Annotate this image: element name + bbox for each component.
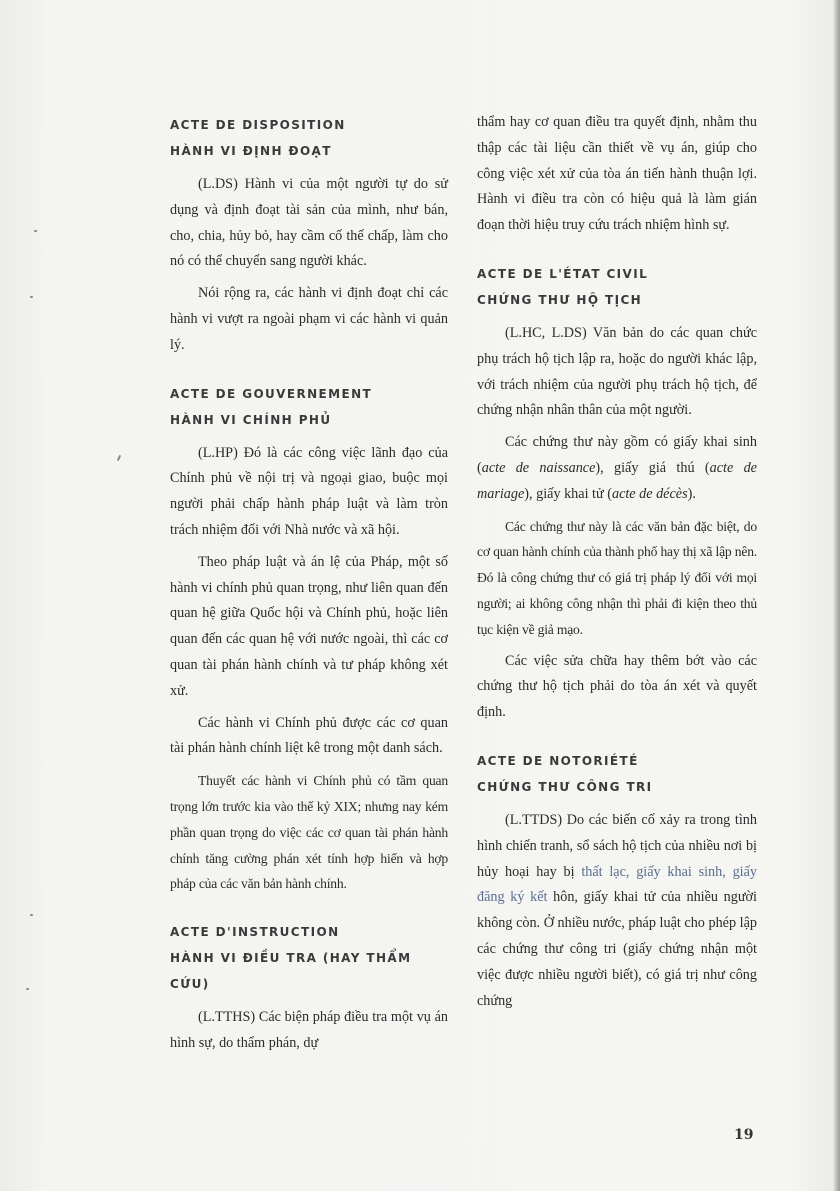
paragraph: (L.HP) Đó là các công việc lãnh đạo của Chính phủ về nội trị và ngoại giao, buộc mọi người phải chấp hành pháp luật và làm tròn trách nhiệm đối với Nhà nước và xã hội. [170, 444, 448, 538]
paragraph: Các chứng thư này là các văn bản đặc biệt, do cơ quan hành chính của thành phố hay thị xã lập nên. Đó là công chứng thư có giá trị pháp lý đối với mọi người; ai không công nhận thì phải đi kiện theo thủ tục kiện về giả mạo. [477, 518, 757, 637]
paragraph: Thuyết các hành vi Chính phủ có tầm quan trọng lớn trước kia vào thế kỷ XIX; nhưng nay kém phần quan trọng do việc các cơ quan tài phán hành chính tăng cường phán xét tính hợp hiến và hợp pháp của các văn bản hành chính. [170, 773, 448, 892]
text-run: Các chứng thư này gồm có giấy khai sinh ( [477, 434, 757, 476]
entry-heading-french: ACTE D'INSTRUCTION [170, 925, 340, 940]
faded-text-run: thất lạc, giấy khai sinh, giấy đăng ký kết [477, 863, 757, 906]
paragraph: Các việc sửa chữa hay thêm bớt vào các chứng thư hộ tịch phải do tòa án xét và quyết định. [477, 652, 757, 721]
scan-speck [117, 455, 121, 461]
scan-speck [30, 296, 33, 298]
paragraph: Các hành vi Chính phủ được các cơ quan tài phán hành chính liệt kê trong một danh sách. [170, 714, 448, 757]
paragraph: (L.DS) Hành vi của một người tự do sử dụng và định đoạt tài sản của mình, như bán, cho, chia, hủy bỏ, hay cầm cố thế chấp, làm cho nó có thể chuyển sang người khác. [170, 176, 448, 270]
paragraph-continued: thẩm hay cơ quan điều tra quyết định, nhằm thu thập các tài liệu cần thiết về vụ án, giúp cho công việc xét xử của tòa án tiến hành thuận lợi. Hành vi điều tra còn có hiệu quả là làm gián đoạn thời hiệu truy cứu trách nhiệm hình sự. [477, 114, 757, 234]
paragraph: Nói rộng ra, các hành vi định đoạt chỉ các hành vi vượt ra ngoài phạm vi các hành vi quản lý. [170, 285, 448, 353]
entry-heading-french: ACTE DE DISPOSITION [170, 118, 346, 132]
scan-speck [34, 230, 37, 232]
paragraph: (L.HC, L.DS) Văn bản do các quan chức phụ trách hộ tịch lập ra, hoặc do người khác lập, với trách nhiệm của người phụ trách hộ tịch, để chứng nhận nhân thân của một người. [477, 324, 757, 419]
text-run: ), giấy giá thú ( [595, 459, 710, 476]
french-term: acte de mariage [477, 459, 757, 502]
paragraph [477, 430, 757, 507]
entry-heading-vietnamese: HÀNH VI ĐỊNH ĐOẠT [170, 144, 332, 158]
paragraph: Theo pháp luật và án lệ của Pháp, một số hành vi chính phủ quan trọng, như liên quan đến quan hệ giữa Quốc hội và Chính phủ, hoặc liên quan đến các quan hệ với nước ngoài, thì các cơ quan tài phán hành chính và tư pháp không xét xử. [170, 553, 448, 699]
paragraph: (L.TTHS) Các biện pháp điều tra một vụ án hình sự, do thẩm phán, dự [170, 1009, 448, 1051]
text-run: ). [687, 485, 696, 502]
entry-heading-vietnamese: HÀNH VI CHÍNH PHỦ [170, 412, 332, 427]
text-run: ), giấy khai tử ( [524, 485, 612, 502]
entry-heading-vietnamese: CHỨNG THƯ CÔNG TRI [477, 779, 653, 794]
scan-speck [26, 988, 29, 990]
entry-heading-french: ACTE DE GOUVERNEMENT [170, 386, 373, 401]
scan-speck [30, 914, 33, 916]
page-number: 19 [734, 1127, 754, 1143]
entry-heading-french: ACTE DE NOTORIÉTÉ [477, 753, 639, 768]
text-run: hôn, giấy khai tử của nhiều người không còn. Ở nhiều nước, pháp luật cho phép lập các chứng thư công tri (giấy chứng nhận một việc được nhiều người biết), có giá trị như công chứng [477, 889, 757, 1009]
french-term: acte de naissance [481, 459, 596, 476]
entry-heading-vietnamese: CHỨNG THƯ HỘ TỊCH [477, 292, 643, 307]
entry-heading-french: ACTE DE L'ÉTAT CIVIL [477, 266, 649, 281]
paragraph [477, 808, 757, 1014]
text-run: (L.TTDS) Do các biến cố xảy ra trong tình hình chiến tranh, sổ sách hộ tịch của nhiều nơi bị hủy hoại hay bị [477, 811, 757, 880]
page-edge-shadow [834, 0, 840, 1191]
left-column [170, 112, 448, 1063]
entry-heading-vietnamese: HÀNH VI ĐIỀU TRA (HAY THẨM CỨU) [170, 951, 412, 992]
french-term: acte de décès [611, 485, 688, 502]
right-column [477, 110, 757, 1020]
